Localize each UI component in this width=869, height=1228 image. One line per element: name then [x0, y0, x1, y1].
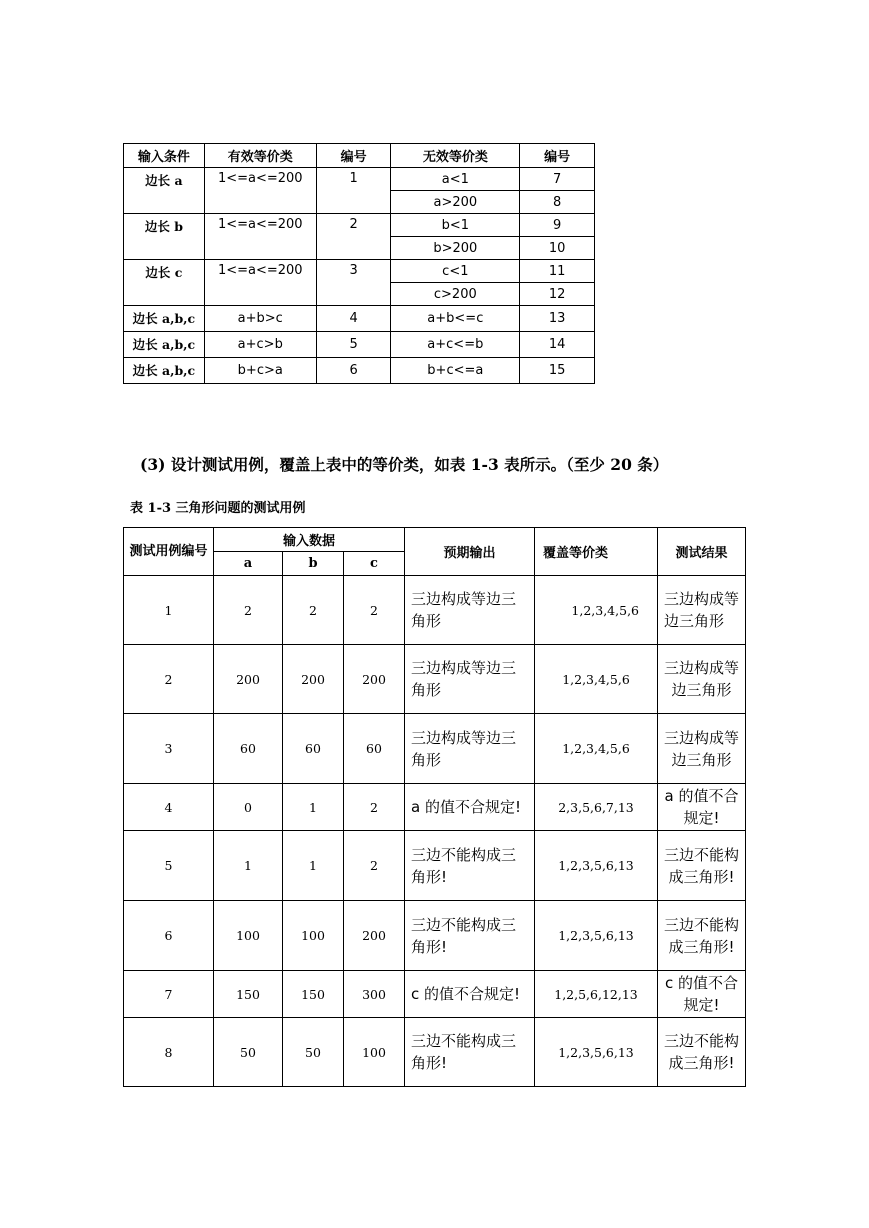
invalid-class-cell: b+c<=a	[391, 358, 520, 384]
test-result-cell: c 的值不合规定!	[658, 971, 746, 1018]
case-id-cell: 4	[124, 784, 214, 831]
input-c-cell: 200	[344, 901, 405, 971]
test-result-cell: 三边构成等边三角形	[658, 576, 746, 645]
condition-cell: 边长 a,b,c	[124, 306, 205, 332]
covered-classes-cell: 2,3,5,6,7,13	[535, 784, 658, 831]
test-case-table	[123, 527, 746, 1087]
valid-class-cell: 1<=a<=200	[204, 168, 316, 214]
header-test-result: 测试结果	[658, 528, 746, 576]
header-valid-id: 编号	[316, 144, 391, 168]
invalid-class-cell: a+b<=c	[391, 306, 520, 332]
case-id-cell: 3	[124, 714, 214, 784]
input-b-cell: 1	[283, 784, 344, 831]
table-row	[124, 1018, 746, 1087]
header-valid-class: 有效等价类	[204, 144, 316, 168]
input-b-cell: 150	[283, 971, 344, 1018]
input-c-cell: 60	[344, 714, 405, 784]
input-b-cell: 1	[283, 831, 344, 901]
invalid-id-cell: 12	[520, 283, 595, 306]
valid-id-cell: 1	[316, 168, 391, 214]
valid-id-cell: 5	[316, 332, 391, 358]
test-result-cell: 三边构成等边三角形	[658, 714, 746, 784]
input-a-cell: 2	[214, 576, 283, 645]
table-row	[124, 358, 595, 384]
valid-class-cell: a+b>c	[204, 306, 316, 332]
case-id-cell: 1	[124, 576, 214, 645]
covered-classes-cell: 1,2,3,4,5,6	[535, 576, 658, 645]
test-result-cell: a 的值不合规定!	[658, 784, 746, 831]
case-id-cell: 2	[124, 645, 214, 714]
invalid-class-cell: a<1	[391, 168, 520, 191]
table-row	[124, 332, 595, 358]
covered-classes-cell: 1,2,3,5,6,13	[535, 901, 658, 971]
table-header-row	[124, 144, 595, 168]
valid-id-cell: 6	[316, 358, 391, 384]
expected-output-cell: a 的值不合规定!	[405, 784, 535, 831]
table-row	[124, 576, 746, 645]
table-row	[124, 260, 595, 283]
expected-output-cell: 三边构成等边三角形	[405, 645, 535, 714]
table-header-row	[124, 528, 746, 552]
invalid-class-cell: a>200	[391, 191, 520, 214]
condition-cell: 边长 b	[124, 214, 205, 260]
valid-class-cell: a+c>b	[204, 332, 316, 358]
input-c-cell: 300	[344, 971, 405, 1018]
input-a-cell: 200	[214, 645, 283, 714]
test-result-cell: 三边不能构成三角形!	[658, 831, 746, 901]
header-expected-output: 预期输出	[405, 528, 535, 576]
covered-classes-cell: 1,2,3,5,6,13	[535, 1018, 658, 1087]
valid-class-cell: 1<=a<=200	[204, 260, 316, 306]
header-invalid-class: 无效等价类	[391, 144, 520, 168]
invalid-id-cell: 13	[520, 306, 595, 332]
invalid-id-cell: 10	[520, 237, 595, 260]
equivalence-class-table	[123, 143, 595, 384]
input-b-cell: 50	[283, 1018, 344, 1087]
test-result-cell: 三边构成等边三角形	[658, 645, 746, 714]
input-a-cell: 150	[214, 971, 283, 1018]
valid-class-cell: 1<=a<=200	[204, 214, 316, 260]
table-row	[124, 784, 746, 831]
case-id-cell: 6	[124, 901, 214, 971]
covered-classes-cell: 1,2,3,5,6,13	[535, 831, 658, 901]
header-covered-classes: 覆盖等价类	[535, 528, 658, 576]
invalid-id-cell: 8	[520, 191, 595, 214]
input-a-cell: 100	[214, 901, 283, 971]
table-row	[124, 714, 746, 784]
covered-classes-cell: 1,2,5,6,12,13	[535, 971, 658, 1018]
header-input-data: 输入数据	[214, 528, 405, 552]
valid-id-cell: 3	[316, 260, 391, 306]
section-heading: (3) 设计测试用例，覆盖上表中的等价类，如表 1-3 表所示。（至少 20 条）	[140, 455, 669, 474]
table-row	[124, 214, 595, 237]
expected-output-cell: 三边不能构成三角形!	[405, 831, 535, 901]
input-a-cell: 1	[214, 831, 283, 901]
invalid-id-cell: 7	[520, 168, 595, 191]
test-result-cell: 三边不能构成三角形!	[658, 901, 746, 971]
header-case-id: 测试用例编号	[124, 528, 214, 576]
invalid-class-cell: b>200	[391, 237, 520, 260]
expected-output-cell: 三边不能构成三角形!	[405, 901, 535, 971]
case-id-cell: 7	[124, 971, 214, 1018]
condition-cell: 边长 a	[124, 168, 205, 214]
condition-cell: 边长 a,b,c	[124, 358, 205, 384]
header-input-condition: 输入条件	[124, 144, 205, 168]
input-c-cell: 2	[344, 576, 405, 645]
expected-output-cell: 三边构成等边三角形	[405, 576, 535, 645]
expected-output-cell: 三边构成等边三角形	[405, 714, 535, 784]
invalid-class-cell: a+c<=b	[391, 332, 520, 358]
condition-cell: 边长 c	[124, 260, 205, 306]
case-id-cell: 5	[124, 831, 214, 901]
table-row	[124, 306, 595, 332]
input-b-cell: 60	[283, 714, 344, 784]
table-row	[124, 168, 595, 191]
input-c-cell: 2	[344, 831, 405, 901]
input-a-cell: 60	[214, 714, 283, 784]
case-id-cell: 8	[124, 1018, 214, 1087]
header-invalid-id: 编号	[520, 144, 595, 168]
invalid-id-cell: 9	[520, 214, 595, 237]
header-c: c	[344, 552, 405, 576]
valid-class-cell: b+c>a	[204, 358, 316, 384]
invalid-class-cell: b<1	[391, 214, 520, 237]
invalid-id-cell: 11	[520, 260, 595, 283]
covered-classes-cell: 1,2,3,4,5,6	[535, 714, 658, 784]
invalid-class-cell: c>200	[391, 283, 520, 306]
table-row	[124, 645, 746, 714]
input-c-cell: 200	[344, 645, 405, 714]
table-row	[124, 831, 746, 901]
header-a: a	[214, 552, 283, 576]
input-b-cell: 100	[283, 901, 344, 971]
input-a-cell: 50	[214, 1018, 283, 1087]
invalid-id-cell: 15	[520, 358, 595, 384]
condition-cell: 边长 a,b,c	[124, 332, 205, 358]
invalid-class-cell: c<1	[391, 260, 520, 283]
test-result-cell: 三边不能构成三角形!	[658, 1018, 746, 1087]
expected-output-cell: 三边不能构成三角形!	[405, 1018, 535, 1087]
input-c-cell: 2	[344, 784, 405, 831]
input-b-cell: 200	[283, 645, 344, 714]
valid-id-cell: 2	[316, 214, 391, 260]
covered-classes-cell: 1,2,3,4,5,6	[535, 645, 658, 714]
input-b-cell: 2	[283, 576, 344, 645]
valid-id-cell: 4	[316, 306, 391, 332]
input-c-cell: 100	[344, 1018, 405, 1087]
header-b: b	[283, 552, 344, 576]
table-row	[124, 971, 746, 1018]
table-row	[124, 901, 746, 971]
invalid-id-cell: 14	[520, 332, 595, 358]
input-a-cell: 0	[214, 784, 283, 831]
expected-output-cell: c 的值不合规定!	[405, 971, 535, 1018]
table-caption: 表 1-3 三角形问题的测试用例	[130, 501, 306, 516]
